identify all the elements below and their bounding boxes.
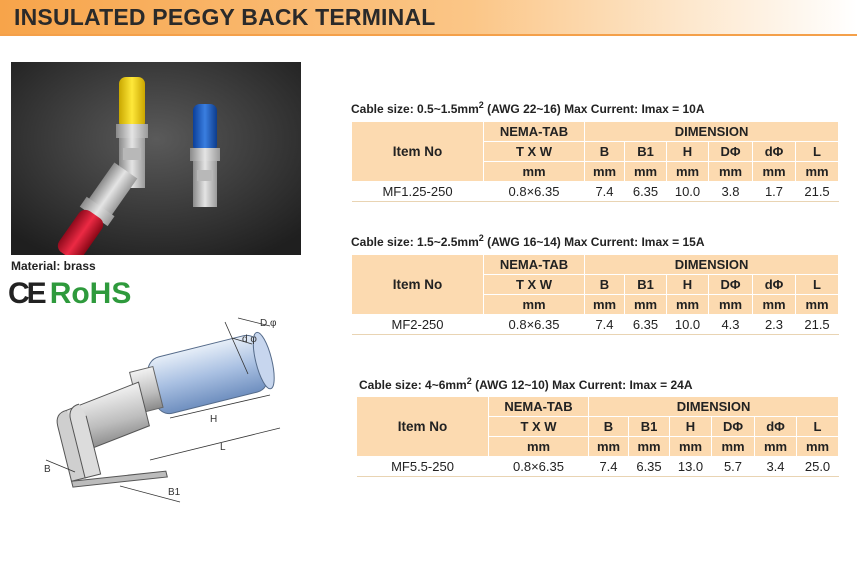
banner-underline <box>0 34 857 36</box>
unit-mm: mm <box>625 162 667 182</box>
header-d-phi: DΦ <box>709 142 753 162</box>
cell-l: 21.5 <box>796 315 839 335</box>
unit-mm: mm <box>712 437 755 457</box>
header-b1: B1 <box>625 275 667 295</box>
cell-d: 4.3 <box>709 315 753 335</box>
cell-b1: 6.35 <box>625 182 667 202</box>
cell-tab: 0.8×6.35 <box>484 315 585 335</box>
header-small-d-phi: dΦ <box>753 275 796 295</box>
unit-mm: mm <box>670 437 712 457</box>
unit-mm: mm <box>585 295 625 315</box>
header-dimension: DIMENSION <box>585 255 839 275</box>
dim-label-B: B <box>44 464 51 475</box>
cell-b: 7.4 <box>585 315 625 335</box>
cell-b1: 6.35 <box>625 315 667 335</box>
terminal-dimension-drawing <box>20 300 330 515</box>
cell-item: MF1.25-250 <box>352 182 484 202</box>
dim-label-L: L <box>220 442 226 453</box>
product-photo <box>11 62 301 255</box>
cell-l: 25.0 <box>797 457 839 477</box>
header-txw: T X W <box>484 275 585 295</box>
header-nema-tab: NEMA-TAB <box>489 397 589 417</box>
unit-mm: mm <box>625 295 667 315</box>
cell-small-d: 1.7 <box>753 182 796 202</box>
spec-table-3 <box>356 396 839 477</box>
unit-mm: mm <box>585 162 625 182</box>
header-b: B <box>585 142 625 162</box>
cell-item: MF5.5-250 <box>357 457 489 477</box>
header-item-no: Item No <box>352 255 484 315</box>
header-l: L <box>796 142 839 162</box>
title-banner <box>0 0 857 34</box>
table-row <box>352 182 839 202</box>
cell-small-d: 2.3 <box>753 315 796 335</box>
header-txw: T X W <box>489 417 589 437</box>
header-txw: T X W <box>484 142 585 162</box>
cell-h: 10.0 <box>667 182 709 202</box>
header-dimension: DIMENSION <box>589 397 839 417</box>
unit-mm: mm <box>667 295 709 315</box>
unit-mm: mm <box>755 437 797 457</box>
cell-item: MF2-250 <box>352 315 484 335</box>
material-label: Material: brass <box>11 259 96 273</box>
header-dimension: DIMENSION <box>585 122 839 142</box>
rohs-mark: RoHS <box>49 277 132 310</box>
page-title: INSULATED PEGGY BACK TERMINAL <box>14 4 436 30</box>
header-b: B <box>589 417 629 437</box>
unit-mm: mm <box>709 162 753 182</box>
cell-small-d: 3.4 <box>755 457 797 477</box>
unit-mm: mm <box>667 162 709 182</box>
header-b1: B1 <box>625 142 667 162</box>
header-h: H <box>667 275 709 295</box>
spec-table-2 <box>351 254 839 335</box>
dim-label-H: H <box>210 414 218 425</box>
unit-mm: mm <box>484 162 585 182</box>
unit-mm: mm <box>797 437 839 457</box>
cell-b: 7.4 <box>585 182 625 202</box>
cell-b1: 6.35 <box>629 457 670 477</box>
unit-mm: mm <box>484 295 585 315</box>
cell-d: 3.8 <box>709 182 753 202</box>
header-item-no: Item No <box>352 122 484 182</box>
unit-mm: mm <box>753 162 796 182</box>
spec-title-2: Cable size: $1.5\sim 2.5mm^2$ (AWG 16~14) Max Current: Imax = 15A <box>351 233 705 249</box>
cell-tab: 0.8×6.35 <box>484 182 585 202</box>
table-row <box>352 315 839 335</box>
dim-label-D: D φ <box>260 318 277 329</box>
cell-h: 13.0 <box>670 457 712 477</box>
header-l: L <box>797 417 839 437</box>
spec-table-1 <box>351 121 839 202</box>
dim-label-d: d φ <box>242 334 257 345</box>
cell-d: 5.7 <box>712 457 755 477</box>
cell-tab: 0.8×6.35 <box>489 457 589 477</box>
unit-mm: mm <box>589 437 629 457</box>
header-h: H <box>670 417 712 437</box>
dim-label-B1: B1 <box>168 487 181 498</box>
header-small-d-phi: dΦ <box>753 142 796 162</box>
unit-mm: mm <box>796 162 839 182</box>
spec-title-1: Cable size: $0.5\sim 1.5mm^2$ (AWG 22~16) Max Current: Imax = 10A <box>351 100 705 116</box>
unit-mm: mm <box>489 437 589 457</box>
header-d-phi: DΦ <box>712 417 755 437</box>
unit-mm: mm <box>753 295 796 315</box>
spec-title-3: Cable size: $4\sim 6mm^2$ (AWG 12~10) Max Current: Imax = 24A <box>359 376 693 392</box>
cell-b: 7.4 <box>589 457 629 477</box>
header-d-phi: DΦ <box>709 275 753 295</box>
header-l: L <box>796 275 839 295</box>
ce-mark: CE <box>8 277 44 310</box>
cell-l: 21.5 <box>796 182 839 202</box>
unit-mm: mm <box>796 295 839 315</box>
header-nema-tab: NEMA-TAB <box>484 122 585 142</box>
unit-mm: mm <box>709 295 753 315</box>
header-b: B <box>585 275 625 295</box>
cell-h: 10.0 <box>667 315 709 335</box>
header-small-d-phi: dΦ <box>755 417 797 437</box>
header-item-no: Item No <box>357 397 489 457</box>
header-b1: B1 <box>629 417 670 437</box>
header-nema-tab: NEMA-TAB <box>484 255 585 275</box>
table-row <box>357 457 839 477</box>
unit-mm: mm <box>629 437 670 457</box>
header-h: H <box>667 142 709 162</box>
